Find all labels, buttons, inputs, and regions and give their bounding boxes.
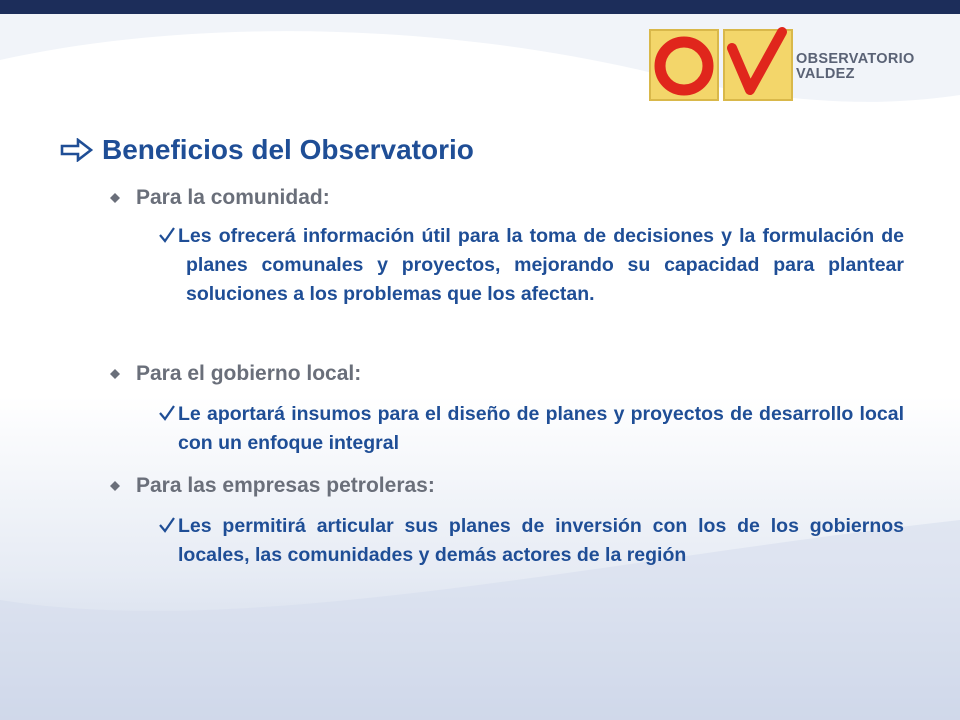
- section-heading-comunidad: [110, 186, 330, 210]
- slide-title: [60, 134, 474, 166]
- diamond-icon: [110, 481, 120, 491]
- logo-line-2: VALDEZ: [796, 66, 855, 82]
- diamond-icon: [110, 369, 120, 379]
- section-item-empresas: [158, 512, 904, 570]
- section-item-comunidad: [158, 222, 904, 309]
- checkmark-icon: [158, 516, 176, 534]
- logo-text: [796, 52, 915, 82]
- logo-mark-icon: [648, 26, 796, 106]
- slide-title-text: Beneficios del Observatorio: [102, 134, 474, 165]
- section-heading-gobierno: [110, 362, 361, 386]
- section-heading-text: Para la comunidad:: [136, 186, 330, 209]
- checkmark-icon: [158, 404, 176, 422]
- section-item-text: Les permitirá articular sus planes de inversión con los de los gobiernos locales, las comunidades y demás actores de la región: [178, 515, 904, 566]
- section-item-gobierno: [158, 400, 904, 458]
- section-item-text: Les ofrecerá información útil para la toma de decisiones y la formulación de planes comunales y proyectos, mejorando su capacidad para plantear soluciones a los problemas que los afectan.: [178, 225, 904, 305]
- logo-line-1: OBSERVATORIO: [796, 51, 915, 67]
- diamond-icon: [110, 193, 120, 203]
- hollow-right-arrow-icon: [60, 138, 94, 162]
- observatorio-logo: [648, 26, 948, 106]
- section-item-text: Le aportará insumos para el diseño de planes y proyectos de desarrollo local con un enfoque integral: [178, 403, 904, 454]
- section-heading-text: Para las empresas petroleras:: [136, 474, 435, 497]
- checkmark-icon: [158, 226, 176, 244]
- section-heading-empresas: [110, 474, 435, 498]
- section-heading-text: Para el gobierno local:: [136, 362, 362, 385]
